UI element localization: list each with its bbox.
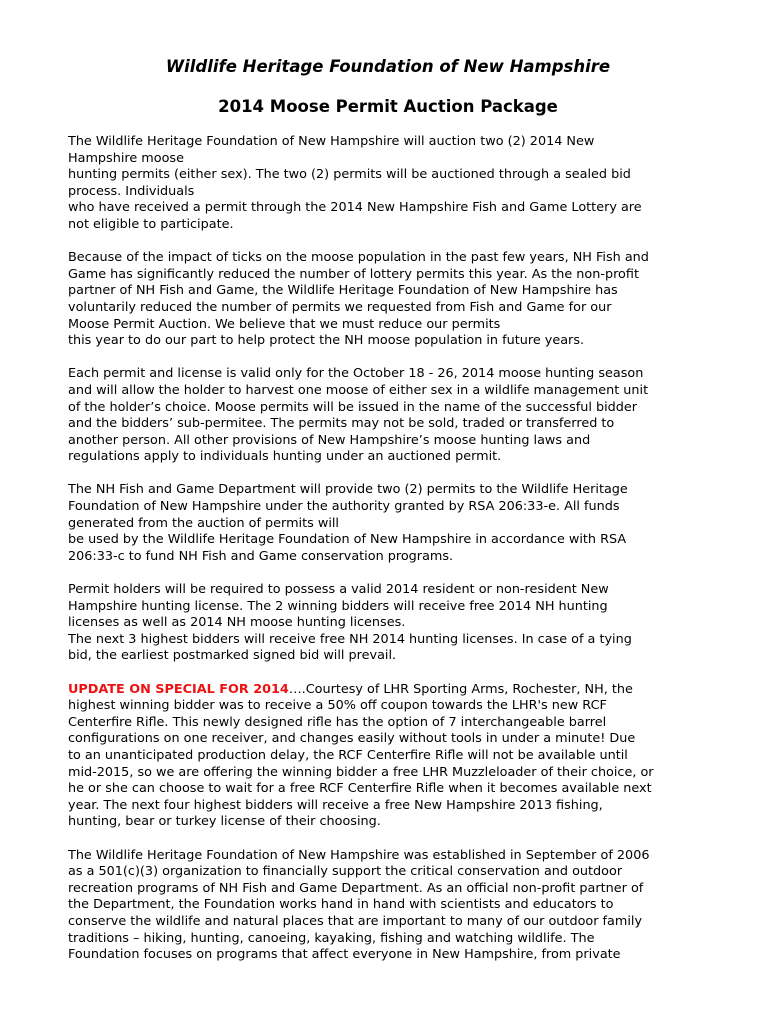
text-line: process. Individuals bbox=[68, 183, 195, 199]
text-line: Foundation of New Hampshire under the authority granted by RSA 206:33-e. All funds bbox=[68, 499, 620, 515]
text-line: regulations apply to individuals hunting under an auctioned permit. bbox=[68, 449, 502, 465]
text-line: recreation programs of NH Fish and Game Department. As an official non-profit partner of bbox=[68, 880, 644, 896]
update-first-line: ….Courtesy of LHR Sporting Arms, Rochester, NH, the bbox=[288, 681, 633, 697]
text-line: traditions – hiking, hunting, canoeing, kayaking, fishing and watching wildlife. The bbox=[68, 930, 595, 946]
text-line: Centerfire Rifle. This newly designed rifle has the option of 7 interchangeable barrel bbox=[68, 714, 607, 730]
paragraph-tick-impact bbox=[68, 250, 708, 350]
paragraph-special-update bbox=[68, 682, 708, 831]
text-line: highest winning bidder was to receive a 50% off coupon towards the LHR's new RCF bbox=[68, 698, 607, 714]
text-line: to an unanticipated production delay, the RCF Centerfire Rifle will not be available until bbox=[68, 747, 628, 763]
paragraph-license-requirements bbox=[68, 582, 708, 665]
text-line: partner of NH Fish and Game, the Wildlife Heritage Foundation of New Hampshire has bbox=[68, 283, 618, 299]
text-line: hunting, bear or turkey license of their choosing. bbox=[68, 814, 381, 830]
text-line: Game has significantly reduced the number of lottery permits this year. As the non-profit bbox=[68, 266, 639, 282]
text-line: The NH Fish and Game Department will provide two (2) permits to the Wildlife Heritage bbox=[68, 482, 628, 498]
text-line: Each permit and license is valid only for the October 18 - 26, 2014 moose hunting season bbox=[68, 366, 644, 382]
text-line bbox=[68, 682, 708, 699]
paragraph-auction-intro bbox=[68, 134, 708, 234]
update-label: UPDATE ON SPECIAL FOR 2014 bbox=[68, 681, 289, 697]
document-body bbox=[68, 134, 708, 964]
document-title: Wildlife Heritage Foundation of New Hampshire bbox=[165, 57, 611, 76]
text-line: The next 3 highest bidders will receive free NH 2014 hunting licenses. In case of a tying bbox=[68, 631, 632, 647]
text-line: Hampshire moose bbox=[68, 150, 184, 166]
text-line: generated from the auction of permits will bbox=[68, 515, 339, 531]
text-line: configurations on one receiver, and changes easily without tools in under a minute! Due bbox=[68, 731, 636, 747]
text-line: licenses as well as 2014 NH moose hunting licenses. bbox=[68, 615, 406, 631]
document-subtitle: 2014 Moose Permit Auction Package bbox=[218, 97, 558, 116]
text-line: not eligible to participate. bbox=[68, 216, 234, 232]
text-line: and the bidders’ sub-permitee. The permits may not be sold, traded or transferred to bbox=[68, 416, 615, 432]
text-line: 206:33-c to fund NH Fish and Game conservation programs. bbox=[68, 548, 454, 564]
text-line: hunting permits (either sex). The two (2) permits will be auctioned through a sealed bid bbox=[68, 167, 631, 183]
text-line: the Department, the Foundation works hand in hand with scientists and educators to bbox=[68, 897, 614, 913]
text-line: mid-2015, so we are offering the winning bidder a free LHR Muzzleloader of their choice, or bbox=[68, 764, 654, 780]
text-line: year. The next four highest bidders will receive a free New Hampshire 2013 fishing, bbox=[68, 797, 603, 813]
text-line: as a 501(c)(3) organization to financially support the critical conservation and outdoor bbox=[68, 864, 623, 880]
text-line: be used by the Wildlife Heritage Foundation of New Hampshire in accordance with RSA bbox=[68, 532, 627, 548]
text-line: Moose Permit Auction. We believe that we must reduce our permits bbox=[68, 316, 501, 332]
text-line: The Wildlife Heritage Foundation of New Hampshire was established in September of 2006 bbox=[68, 847, 650, 863]
text-line: this year to do our part to help protect the NH moose population in future years. bbox=[68, 333, 585, 349]
paragraph-permit-validity bbox=[68, 366, 708, 466]
text-line: who have received a permit through the 2014 New Hampshire Fish and Game Lottery are bbox=[68, 200, 642, 216]
text-line: The Wildlife Heritage Foundation of New Hampshire will auction two (2) 2014 New bbox=[68, 134, 595, 149]
paragraph-fish-game-authority bbox=[68, 482, 708, 565]
text-line: conserve the wildlife and natural places that are important to many of our outdoor family bbox=[68, 913, 643, 929]
paragraph-foundation-about bbox=[68, 848, 708, 964]
document-page bbox=[68, 52, 708, 980]
text-line: another person. All other provisions of New Hampshire’s moose hunting laws and bbox=[68, 432, 591, 448]
text-line: Permit holders will be required to possess a valid 2014 resident or non-resident New bbox=[68, 582, 609, 598]
text-line: bid, the earliest postmarked signed bid will prevail. bbox=[68, 648, 397, 664]
text-line: of the holder’s choice. Moose permits will be issued in the name of the successful bidder bbox=[68, 399, 638, 415]
text-line: voluntarily reduced the number of permits we requested from Fish and Game for our bbox=[68, 299, 612, 315]
text-line: Because of the impact of ticks on the moose population in the past few years, NH Fish and bbox=[68, 250, 649, 266]
text-line: Hampshire hunting license. The 2 winning bidders will receive free 2014 NH hunting bbox=[68, 598, 608, 614]
text-line: and will allow the holder to harvest one moose of either sex in a wildlife management unit bbox=[68, 382, 649, 398]
text-line: Foundation focuses on programs that affect everyone in New Hampshire, from private bbox=[68, 947, 621, 963]
text-line: he or she can choose to wait for a free RCF Centerfire Rifle when it becomes available next bbox=[68, 781, 652, 797]
